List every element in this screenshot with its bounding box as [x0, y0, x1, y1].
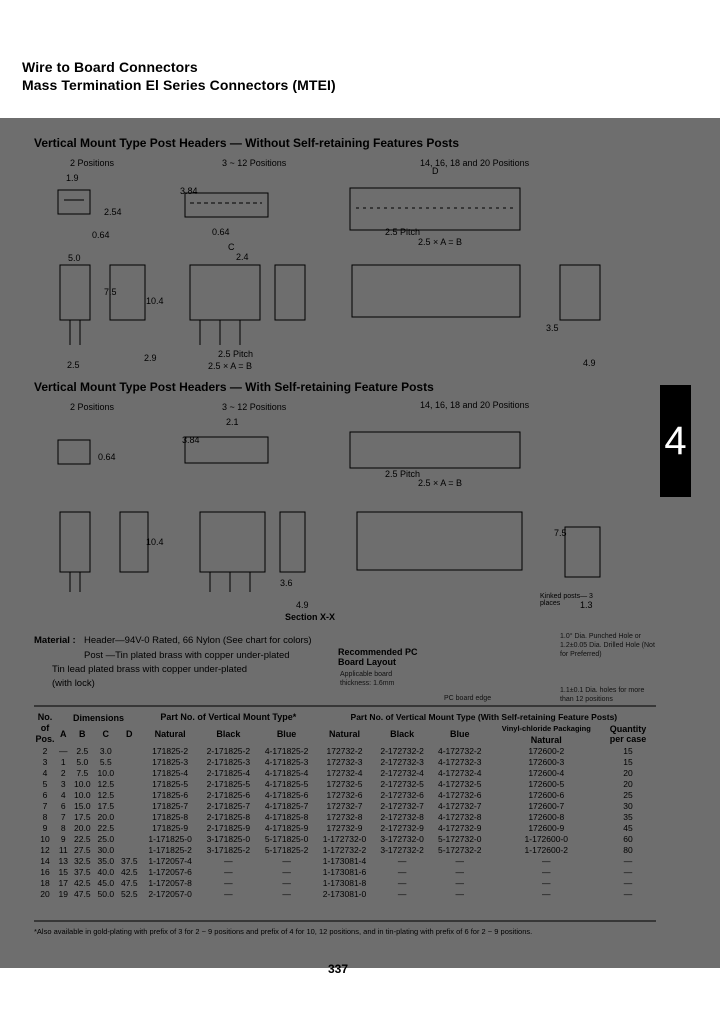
table-cell: 2-171825-4 [206, 767, 251, 778]
table-cell: 20.0 [74, 822, 91, 833]
table-cell: 2-173081-0 [322, 888, 367, 899]
table-cell: 2-171825-3 [206, 756, 251, 767]
dim-label: 10.4 [146, 296, 164, 306]
table-cell: 25.0 [97, 833, 115, 844]
table-row [34, 800, 652, 811]
table-cell: 172600-6 [528, 789, 565, 800]
table-cell: 2-171825-8 [206, 811, 251, 822]
table-cell: 5-171825-2 [264, 844, 309, 855]
parts-table-body [34, 745, 652, 899]
table-cell: — [282, 855, 291, 866]
table-row [34, 745, 652, 756]
section1-drawing [58, 188, 600, 345]
table-cell: 27.5 [74, 844, 91, 855]
table-row [34, 789, 652, 800]
table-cell: — [397, 866, 407, 877]
dim-label: 7.5 [554, 528, 567, 538]
table-cell: 12 [40, 844, 50, 855]
table-cell: 171825-8 [152, 811, 189, 822]
table-row [34, 866, 652, 877]
col-header-blue: Blue [276, 729, 297, 739]
table-row [34, 756, 652, 767]
section1-col3-label: 14, 16, 18 and 20 Positions [420, 158, 530, 168]
table-cell: 172732-2 [326, 745, 363, 756]
section2-title: Vertical Mount Type Post Headers — With Self-retaining Feature Posts [34, 380, 434, 394]
pcb-note2: 1.1±0.1 Dia. holes for more than 12 positions [560, 687, 645, 703]
table-cell [118, 789, 142, 800]
col-header-C: C [102, 729, 110, 739]
table-cell: 172600-4 [528, 767, 565, 778]
col-header-natural-3: Natural [530, 734, 562, 745]
col-header-quantity: Quantity per case [609, 724, 647, 744]
table-row [34, 811, 652, 822]
table-cell: 5.0 [76, 756, 89, 767]
table-cell: 25 [623, 789, 633, 800]
col-header-vinyl-packaging: Vinyl-chloride Packaging [501, 724, 591, 733]
chapter-tab [660, 385, 691, 497]
table-cell: 1-173081-4 [322, 855, 367, 866]
table-cell: — [542, 866, 551, 877]
table-cell: 15 [58, 866, 68, 877]
col-header-D: D [126, 729, 133, 739]
table-cell: 1-172057-6 [148, 866, 192, 877]
table-cell: 172732-7 [326, 800, 363, 811]
table-cell: 1-172600-2 [524, 844, 569, 855]
table-cell: 16 [40, 866, 50, 877]
table-cell: 2-171825-5 [206, 778, 251, 789]
table-cell: 172600-8 [528, 811, 565, 822]
header-3-12-top [185, 193, 268, 217]
table-cell: 3-172732-2 [380, 844, 424, 855]
table-row [34, 888, 652, 899]
page-title: Wire to Board Connectors [22, 59, 198, 75]
page-number: 337 [328, 962, 349, 976]
table-cell: 172732-5 [326, 778, 363, 789]
table-cell: 60 [623, 833, 633, 844]
table-cell: 2.5 [76, 745, 89, 756]
chapter-number: 4 [664, 419, 687, 463]
sr-header-2pos-top [58, 440, 90, 464]
table-cell: — [542, 855, 551, 866]
table-cell: 10 [40, 833, 50, 844]
table-cell: 17 [58, 877, 68, 888]
table-cell: 52.5 [121, 888, 138, 899]
table-cell: 12.5 [97, 778, 115, 789]
dim-label: 2.4 [236, 252, 249, 262]
table-cell: 172600-5 [528, 778, 565, 789]
table-cell: 1-172600-0 [524, 833, 569, 844]
table-cell: 171825-5 [152, 778, 189, 789]
dim-label: 1.3 [580, 600, 593, 610]
table-cell: 4-171825-9 [264, 822, 309, 833]
table-cell: 4-172732-4 [438, 767, 482, 778]
table-cell: 3-171825-2 [206, 844, 251, 855]
table-cell: 2-172057-0 [148, 888, 192, 899]
table-header-row [34, 712, 652, 723]
table-cell: 171825-3 [152, 756, 189, 767]
col-header-black-2: Black [390, 729, 415, 739]
table-cell: 4-172732-6 [438, 789, 482, 800]
table-cell: 22.5 [97, 822, 115, 833]
table-cell: 171825-4 [152, 767, 189, 778]
table-cell: 47.5 [121, 877, 138, 888]
table-cell: — [455, 866, 464, 877]
table-cell: 17.5 [74, 811, 91, 822]
table-cell: 9 [60, 833, 66, 844]
table-cell: — [59, 745, 68, 756]
section2-col2-label: 3 ~ 12 Positions [222, 402, 287, 412]
table-cell: 45 [623, 822, 633, 833]
table-cell: 5-172732-0 [438, 833, 482, 844]
material-label: Material : [34, 635, 76, 646]
table-cell: 2-172732-6 [380, 789, 424, 800]
dim-label: 2.5 × A = B [418, 478, 463, 488]
pcb-edge-label: PC board edge [444, 695, 492, 702]
table-cell: 35.0 [97, 855, 115, 866]
table-cell [118, 844, 142, 855]
dim-label: 0.64 [98, 452, 116, 462]
table-cell: 1 [60, 756, 66, 767]
table-cell: — [542, 888, 551, 899]
table-cell: 20 [623, 778, 633, 789]
table-cell: 50.0 [97, 888, 115, 899]
table-cell: — [282, 888, 291, 899]
header-2pos-top [58, 190, 90, 214]
table-cell: — [282, 877, 291, 888]
table-cell: 1-172732-2 [322, 844, 367, 855]
table-cell: 5-171825-0 [264, 833, 309, 844]
table-cell: — [455, 855, 464, 866]
table-cell: 172600-2 [528, 745, 565, 756]
table-cell: 7 [60, 811, 66, 822]
table-cell: 4-171825-5 [264, 778, 309, 789]
table-cell: 4-171825-3 [264, 756, 309, 767]
table-cell: 172600-9 [528, 822, 565, 833]
dim-label: 10.4 [146, 537, 164, 547]
table-cell: 3 [60, 778, 66, 789]
table-cell: 17.5 [97, 800, 115, 811]
table-cell: 172600-7 [528, 800, 565, 811]
table-cell [118, 800, 142, 811]
table-cell: 2-171825-7 [206, 800, 251, 811]
table-cell: 3-171825-0 [206, 833, 251, 844]
table-cell: 1-172057-4 [148, 855, 192, 866]
table-cell: 6 [60, 800, 66, 811]
pcb-layout-title: Recommended PC Board Layout [338, 647, 418, 667]
col-header-natural-2: Natural [328, 729, 360, 739]
table-cell: 1-171825-0 [148, 833, 192, 844]
table-cell: 15.0 [74, 800, 91, 811]
section2-col1-label: 2 Positions [70, 402, 115, 412]
table-cell: 12.5 [97, 789, 115, 800]
sr-header-14-20-front [357, 512, 522, 570]
table-cell: — [397, 855, 407, 866]
table-cell: — [224, 866, 233, 877]
col-header-B: B [79, 729, 86, 739]
table-cell: 1-172732-0 [322, 833, 367, 844]
header-14-20-front [352, 265, 520, 317]
section1-col2-label: 3 ~ 12 Positions [222, 158, 287, 168]
col-header-part-self-retaining: Part No. of Vertical Mount Type (With Self-retaining Feature Posts) [350, 712, 618, 722]
section1-col1-label: 2 Positions [70, 158, 115, 168]
table-row [34, 844, 652, 855]
kinked-posts-label: Kinked posts— 3 places [540, 593, 593, 607]
dim-label: 3.5 [546, 323, 559, 333]
section2-col3-label: 14, 16, 18 and 20 Positions [420, 400, 530, 410]
col-header-part-vertical: Part No. of Vertical Mount Type* [160, 712, 297, 722]
dim-label: 2.5 Pitch [385, 227, 421, 237]
table-cell: — [455, 888, 464, 899]
table-cell: 35 [623, 811, 633, 822]
pcb-applicable-board: Applicable board thickness: 1.6mm [340, 671, 395, 687]
parts-table [34, 712, 652, 899]
table-cell: 172732-6 [326, 789, 363, 800]
table-cell: 6 [42, 789, 48, 800]
sr-header-14-20-side [565, 527, 600, 577]
material-line3: Tin lead plated brass with copper under-plated [52, 664, 248, 675]
sr-header-14-20-top [350, 432, 520, 468]
dim-label: 2.5 [67, 360, 80, 370]
table-cell: 172732-9 [326, 822, 363, 833]
table-cell: 2 [60, 767, 66, 778]
dim-label: 2.54 [104, 207, 122, 217]
table-cell: 7 [42, 800, 48, 811]
material-line2: Post —Tin plated brass with copper under-plated [84, 650, 290, 661]
table-cell: 42.5 [121, 866, 138, 877]
dim-label: 4.9 [583, 358, 596, 368]
col-header-blue-2: Blue [449, 729, 470, 739]
table-cell: 171825-2 [152, 745, 189, 756]
table-cell: 2-171825-9 [206, 822, 251, 833]
table-cell: 47.5 [74, 888, 91, 899]
table-cell: 7.5 [76, 767, 89, 778]
dim-label: 3.84 [182, 435, 200, 445]
table-cell: 4-171825-4 [264, 767, 309, 778]
table-cell: 5-172732-2 [438, 844, 482, 855]
table-row [34, 877, 652, 888]
table-cell: 2-172732-5 [380, 778, 424, 789]
table-cell: 10.0 [74, 778, 91, 789]
col-header-natural: Natural [154, 729, 186, 739]
table-cell: — [542, 877, 551, 888]
header-14-20-side [560, 265, 600, 320]
material-line4: (with lock) [52, 678, 95, 689]
table-cell: 80 [623, 844, 633, 855]
dim-label: 2.5 × A = B [418, 237, 463, 247]
footer-band [0, 968, 720, 1012]
dim-label: 3.84 [180, 186, 198, 196]
table-footnote: *Also available in gold-plating with prefix of 3 for 2 ~ 9 positions and prefix of 4 for 10, 12 positions, and in tin-plating with prefix of 6 for 2 ~ 9 positions. [34, 927, 533, 936]
dim-label: 7.5 [104, 287, 117, 297]
table-cell: — [282, 866, 291, 877]
table-cell: 20 [623, 767, 633, 778]
table-cell: 10.0 [74, 789, 91, 800]
table-cell: 1-172057-8 [148, 877, 192, 888]
table-cell: — [623, 866, 633, 877]
table-cell [118, 778, 142, 789]
table-cell: 8 [42, 811, 48, 822]
table-cell: 13 [58, 855, 68, 866]
table-cell: 172732-8 [326, 811, 363, 822]
table-cell: 4-172732-2 [438, 745, 482, 756]
table-cell: 2-172732-9 [380, 822, 424, 833]
table-cell: 4 [60, 789, 66, 800]
pcb-note1: 1.0° Dia. Punched Hole or 1.2±0.05 Dia. Drilled Hole (Not for Preferred) [560, 633, 655, 658]
table-row [34, 833, 652, 844]
table-cell: — [623, 855, 633, 866]
table-cell: — [455, 877, 464, 888]
dim-label: 1.9 [66, 173, 79, 183]
table-cell: 37.5 [74, 866, 91, 877]
dim-label: C [228, 242, 235, 252]
dim-label: D [432, 166, 439, 176]
table-cell: — [224, 855, 233, 866]
table-cell: 3.0 [99, 745, 112, 756]
dim-label: 2.5 Pitch [218, 349, 254, 359]
table-cell: 22.5 [74, 833, 91, 844]
table-cell: 4-172732-8 [438, 811, 482, 822]
table-cell: 5 [42, 778, 48, 789]
table-cell: 171825-6 [152, 789, 189, 800]
table-cell: 42.5 [74, 877, 91, 888]
table-cell: 4-171825-2 [264, 745, 309, 756]
table-cell: 2-172732-8 [380, 811, 424, 822]
table-cell: 9 [42, 822, 48, 833]
table-cell: — [224, 877, 233, 888]
table-cell: 4-172732-3 [438, 756, 482, 767]
table-cell: 10.0 [97, 767, 115, 778]
sr-header-3-12-side [280, 512, 305, 572]
table-cell: 8 [60, 822, 66, 833]
table-row [34, 767, 652, 778]
table-cell: 2 [42, 745, 48, 756]
table-cell: 171825-9 [152, 822, 189, 833]
table-cell: 2-171825-6 [206, 789, 251, 800]
table-cell: 172600-3 [528, 756, 565, 767]
table-cell: 18 [40, 877, 50, 888]
table-cell: 2-172732-7 [380, 800, 424, 811]
table-cell: 11 [58, 844, 68, 855]
dim-label: 5.0 [68, 253, 81, 263]
section-x-x-label: Section X-X [285, 612, 336, 622]
table-cell: 1-173081-8 [322, 877, 367, 888]
dim-label: 0.64 [212, 227, 230, 237]
dim-label: 2.5 × A = B [208, 361, 253, 371]
table-cell: 4 [42, 767, 48, 778]
dim-label: 0.64 [92, 230, 110, 240]
table-cell: 14 [40, 855, 50, 866]
table-row [34, 822, 652, 833]
table-cell: 4-172732-5 [438, 778, 482, 789]
table-cell: 171825-7 [152, 800, 189, 811]
section2-drawing [58, 432, 600, 592]
table-cell [118, 822, 142, 833]
table-cell [118, 745, 142, 756]
col-header-dimensions: Dimensions [73, 712, 125, 723]
table-cell: — [623, 888, 633, 899]
table-cell: 19 [58, 888, 68, 899]
table-cell: 20 [40, 888, 50, 899]
table-cell: 2-172732-4 [380, 767, 424, 778]
table-cell: 32.5 [74, 855, 91, 866]
table-cell: 3-172732-0 [380, 833, 424, 844]
table-cell: 30.0 [97, 844, 115, 855]
header-14-20-top [350, 188, 520, 230]
col-header-positions: No. of Pos. [35, 712, 55, 744]
table-cell: 1-173081-6 [322, 866, 367, 877]
section1-title: Vertical Mount Type Post Headers — Without Self-retaining Features Posts [34, 136, 460, 150]
table-cell: 5.5 [99, 756, 112, 767]
header-3-12-front [190, 265, 260, 320]
table-header-row [34, 723, 652, 734]
header-3-12-side [275, 265, 305, 320]
table-cell: 4-171825-6 [264, 789, 309, 800]
table-row [34, 778, 652, 789]
sr-header-3-12-front [200, 512, 265, 572]
table-cell: 2-172732-3 [380, 756, 424, 767]
header-2pos-front [60, 265, 90, 320]
table-cell: 40.0 [97, 866, 115, 877]
page-subtitle: Mass Termination El Series Connectors (MTEI) [22, 77, 336, 93]
dim-label: 4.9 [296, 600, 309, 610]
table-cell: — [623, 877, 633, 888]
table-cell: — [397, 877, 407, 888]
table-cell: 2-171825-2 [206, 745, 251, 756]
table-cell: 172732-3 [326, 756, 363, 767]
table-cell [118, 833, 142, 844]
table-cell: 4-172732-7 [438, 800, 482, 811]
table-cell: 45.0 [97, 877, 115, 888]
table-cell [118, 767, 142, 778]
table-cell: 15 [623, 745, 633, 756]
sr-header-2pos-side [120, 512, 148, 572]
table-cell: — [397, 888, 407, 899]
table-cell: 4-172732-9 [438, 822, 482, 833]
sr-header-2pos-front [60, 512, 90, 572]
table-cell: 4-171825-8 [264, 811, 309, 822]
table-cell [118, 811, 142, 822]
table-cell: 3 [42, 756, 48, 767]
dim-label: 2.9 [144, 353, 157, 363]
table-cell [118, 756, 142, 767]
col-header-black: Black [216, 729, 241, 739]
dim-label: 2.1 [226, 417, 239, 427]
dim-label: 2.5 Pitch [385, 469, 421, 479]
table-cell: — [224, 888, 233, 899]
table-cell: 30 [623, 800, 633, 811]
table-cell: 4-171825-7 [264, 800, 309, 811]
table-row [34, 855, 652, 866]
table-cell: 2-172732-2 [380, 745, 424, 756]
material-line1: Header—94V-0 Rated, 66 Nylon (See chart for colors) [84, 635, 312, 646]
table-cell: 20.0 [97, 811, 115, 822]
table-cell: 1-171825-2 [148, 844, 192, 855]
table-cell: 15 [623, 756, 633, 767]
table-cell: 37.5 [121, 855, 138, 866]
dim-label: 3.6 [280, 578, 293, 588]
table-cell: 172732-4 [326, 767, 363, 778]
col-header-A: A [60, 729, 67, 739]
